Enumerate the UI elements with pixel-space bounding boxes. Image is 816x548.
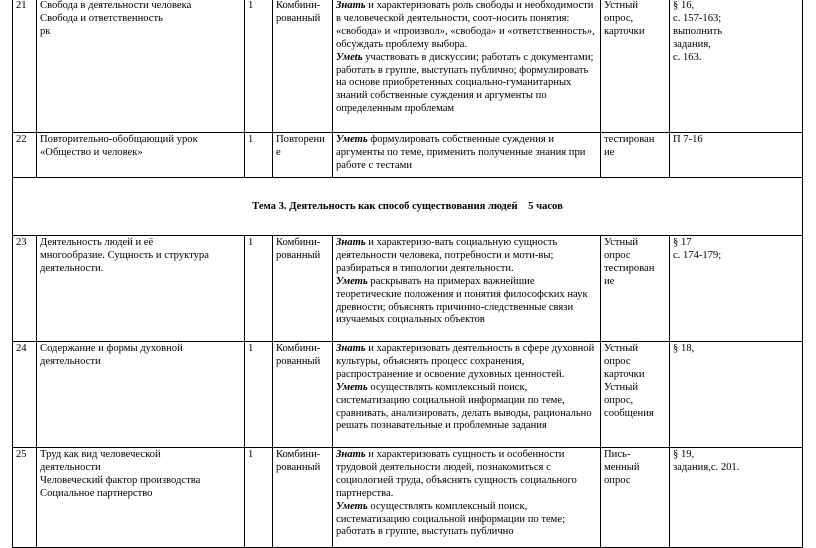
cell-line: деятельности xyxy=(40,355,101,367)
cell-line: Труд как вид человеческой xyxy=(40,449,161,460)
cell-line: с. 174-179; xyxy=(673,249,722,261)
lesson-plan-table xyxy=(12,0,803,548)
cell-line: Человеческий фактор производства xyxy=(40,474,201,486)
requirement-paragraph xyxy=(336,276,597,328)
control-form xyxy=(601,342,670,448)
cell-line: Содержание и формы духовной xyxy=(40,343,183,354)
lesson-hours: 1 xyxy=(245,448,273,548)
homework xyxy=(670,133,803,178)
control-form xyxy=(601,0,670,133)
cell-line: опрос xyxy=(604,474,631,486)
requirement-text: осуществлять комплексный поиск, систематизацию социальной информации по теме, сравнивать, анализировать, делать выводы, рационально решать познавательные и проблемные задания xyxy=(336,381,592,432)
cell-line: многообразие. Сущность и структура xyxy=(40,249,209,261)
requirement-text: и характеризовать деятельность в сфере духовной культуры, объяснять процесс сохранения, распространение и освоение духовных ценностей. xyxy=(336,343,595,380)
cell-line: е xyxy=(276,146,281,158)
lesson-hours: 1 xyxy=(245,133,273,178)
cell-line: Свобода и ответственность xyxy=(40,12,163,24)
topic-label: Тема 3. Деятельность как способ существования людей xyxy=(252,200,518,212)
cell-line: «Общество и человек» xyxy=(40,146,143,158)
requirement-lead: Знать xyxy=(336,237,366,248)
lesson-type xyxy=(273,236,333,342)
cell-line: выполнить xyxy=(673,25,723,37)
table-body-before-topic xyxy=(13,0,803,178)
cell-line: Комбини- xyxy=(276,449,321,460)
requirement-paragraph xyxy=(336,449,597,501)
lesson-type xyxy=(273,342,333,448)
lesson-title xyxy=(37,0,245,133)
cell-line: задания, xyxy=(673,38,711,50)
lesson-title xyxy=(37,342,245,448)
cell-line: Устный xyxy=(604,343,639,354)
cell-line: тестирован xyxy=(604,262,655,274)
lesson-requirements xyxy=(333,133,601,178)
requirement-lead: Знать xyxy=(336,343,366,354)
requirement-lead: Уметь xyxy=(336,500,368,512)
requirement-paragraph xyxy=(336,501,597,540)
cell-line: опрос xyxy=(604,249,631,261)
cell-line: менный xyxy=(604,461,640,473)
lesson-requirements xyxy=(333,0,601,133)
lesson-title xyxy=(37,236,245,342)
cell-line: рованный xyxy=(276,461,321,473)
cell-line: с. 163. xyxy=(673,51,702,63)
cell-line: Повторительно-обобщающий урок xyxy=(40,134,198,145)
lesson-type xyxy=(273,133,333,178)
lesson-title xyxy=(37,133,245,178)
homework xyxy=(670,448,803,548)
cell-line: рованный xyxy=(276,249,321,261)
cell-line: Комбини- xyxy=(276,0,321,11)
requirement-paragraph xyxy=(336,237,597,276)
homework xyxy=(670,236,803,342)
lesson-requirements xyxy=(333,448,601,548)
requirement-paragraph xyxy=(336,0,597,52)
requirement-paragraph xyxy=(336,52,597,117)
control-form xyxy=(601,448,670,548)
requirement-lead: Уметь xyxy=(336,275,368,287)
lesson-number: 24 xyxy=(13,342,37,448)
table-row xyxy=(13,0,803,133)
cell-line: ие xyxy=(604,275,615,287)
requirement-text: формулировать собственные суждения и аргументы по теме, применить полученные знания при работе с тестами xyxy=(336,134,586,171)
table-row xyxy=(13,448,803,548)
table-body-after-topic xyxy=(13,236,803,548)
requirement-paragraph xyxy=(336,134,597,173)
cell-line: рк xyxy=(40,25,51,37)
cell-line: П 7-16 xyxy=(673,134,703,145)
requirement-text: участвовать в дискуссии; работать с документами; работать в группе, выступать публично; формулировать на основе приобретенных социально-гуманитарных знаний собственные суждения и аргументы по определенным проблемам xyxy=(336,51,594,115)
lesson-hours: 1 xyxy=(245,342,273,448)
cell-line: Комбини- xyxy=(276,237,321,248)
cell-line: карточки xyxy=(604,368,645,380)
lesson-hours: 1 xyxy=(245,0,273,133)
cell-line: опрос, xyxy=(604,394,634,406)
lesson-type xyxy=(273,0,333,133)
cell-line: Пись- xyxy=(604,449,631,460)
topic-section xyxy=(13,178,803,236)
cell-line: с. 157-163; xyxy=(673,12,722,24)
cell-line: рованный xyxy=(276,12,321,24)
requirement-text: и характеризовать сущность и особенности трудовой деятельности людей, познакомиться с социологией труда, объяснять сущность социального партнерства. xyxy=(336,449,577,499)
requirement-lead: Знать xyxy=(336,449,366,460)
homework xyxy=(670,342,803,448)
cell-line: сообщения xyxy=(604,407,654,419)
lesson-hours: 1 xyxy=(245,236,273,342)
requirement-lead: Уметь xyxy=(336,381,368,393)
cell-line: тестирован xyxy=(604,134,655,145)
topic-heading xyxy=(13,178,803,236)
cell-line: Социальное партнерство xyxy=(40,487,153,499)
cell-line: рованный xyxy=(276,355,321,367)
requirement-lead: Умеtь xyxy=(336,51,363,63)
requirement-paragraph xyxy=(336,343,597,382)
lesson-type xyxy=(273,448,333,548)
requirement-text: и характеризовать роль свободы и необходимости в человеческой деятельности, соот-носить понятия: «свобода» и «произвол», «свобода» и «ответственность», обсуждать проблему выбора. xyxy=(336,0,595,50)
control-form xyxy=(601,236,670,342)
cell-line: Повторени xyxy=(276,134,325,145)
cell-line: задания,с. 201. xyxy=(673,461,740,473)
cell-line: Комбини- xyxy=(276,343,321,354)
table-row xyxy=(13,236,803,342)
requirement-lead: Знать xyxy=(336,0,366,11)
requirement-text: и характеризо-вать социальную сущность деятельности человека, потребности и моти-вы; разбираться в типологии деятельности. xyxy=(336,237,558,274)
requirement-paragraph xyxy=(336,382,597,434)
topic-hours: 5 часов xyxy=(528,200,563,212)
cell-line: опрос, xyxy=(604,12,634,24)
cell-line: § 16, xyxy=(673,0,695,11)
lesson-number: 25 xyxy=(13,448,37,548)
lesson-title xyxy=(37,448,245,548)
topic-row xyxy=(13,178,803,236)
cell-line: опрос xyxy=(604,355,631,367)
homework xyxy=(670,0,803,133)
table-row xyxy=(13,133,803,178)
cell-line: Устный xyxy=(604,0,639,11)
requirement-text: осуществлять комплексный поиск, систематизацию социальной информации по теме; работать в группе, выступать публично xyxy=(336,500,566,538)
lesson-number: 23 xyxy=(13,236,37,342)
cell-line: Деятельность людей и её xyxy=(40,237,154,248)
lesson-number: 22 xyxy=(13,133,37,178)
table-row xyxy=(13,342,803,448)
cell-line: Устный xyxy=(604,381,639,393)
cell-line: карточки xyxy=(604,25,645,37)
lesson-number: 21 xyxy=(13,0,37,133)
requirement-lead: Уметь xyxy=(336,134,368,145)
cell-line: деятельности xyxy=(40,461,101,473)
cell-line: ие xyxy=(604,146,615,158)
control-form xyxy=(601,133,670,178)
cell-line: § 17 xyxy=(673,237,692,248)
lesson-requirements xyxy=(333,236,601,342)
cell-line: § 19, xyxy=(673,449,695,460)
cell-line: Устный xyxy=(604,237,639,248)
cell-line: деятельности. xyxy=(40,262,104,274)
requirement-text: раскрывать на примерах важнейшие теоретические положения и понятия философских наук древности; объяснять причинно-следственные связи изучаемых социальных объектов xyxy=(336,275,588,326)
cell-line: Свобода в деятельности человека xyxy=(40,0,192,11)
lesson-requirements xyxy=(333,342,601,448)
cell-line: § 18, xyxy=(673,343,695,354)
